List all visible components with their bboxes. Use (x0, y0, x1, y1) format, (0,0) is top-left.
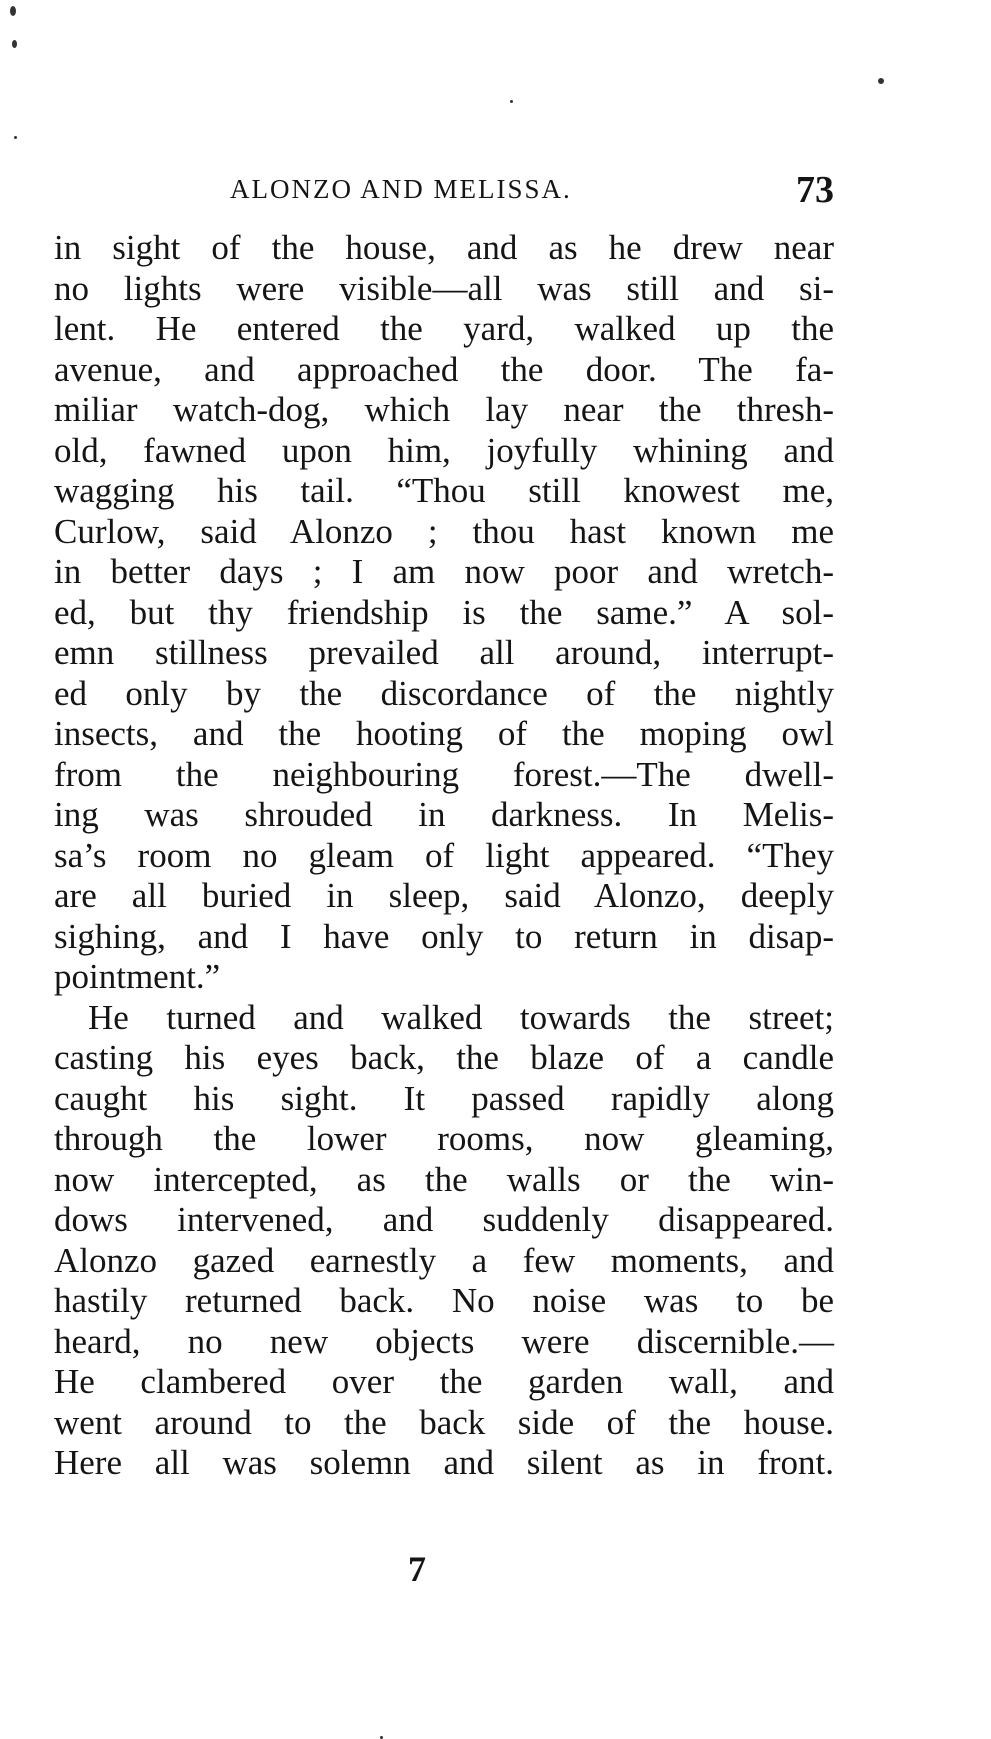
text-line: avenue, and approached the door. The fa- (54, 349, 834, 389)
text-line: pointment.” (54, 957, 221, 996)
text-line: He turned and walked towards the street; (88, 997, 834, 1037)
ink-speck (878, 78, 884, 84)
text-line: ed only by the discordance of the nightly (54, 673, 834, 713)
ink-speck (10, 6, 16, 16)
text-line: now intercepted, as the walls or the win- (54, 1159, 834, 1199)
text-line: in sight of the house, and as he drew near (54, 228, 834, 267)
text-line: He clambered over the garden wall, and (54, 1362, 834, 1401)
running-title: ALONZO AND MELISSA. (230, 174, 572, 204)
text-line: miliar watch-dog, which lay near the thresh- (54, 390, 834, 429)
body-text (54, 228, 834, 1484)
text-line: insects, and the hooting of the moping owl (54, 714, 834, 753)
text-line: old, fawned upon him, joyfully whining and (54, 430, 834, 470)
text-line: ing was shrouded in darkness. In Melis- (54, 795, 834, 834)
text-line: from the neighbouring forest.—The dwell- (54, 754, 834, 794)
text-line: hastily returned back. No noise was to be (54, 1281, 834, 1320)
text-line: no lights were visible—all was still and si- (54, 268, 834, 308)
text-line: dows intervened, and suddenly disappeared. (54, 1200, 834, 1239)
text-line: sa’s room no gleam of light appeared. “They (54, 835, 834, 875)
signature-mark: 7 (408, 1549, 426, 1589)
text-line: lent. He entered the yard, walked up the (54, 309, 834, 348)
text-line: went around to the back side of the house. (54, 1402, 834, 1442)
text-line: casting his eyes back, the blaze of a candle (54, 1038, 834, 1077)
page-header (54, 168, 834, 211)
text-line: emn stillness prevailed all around, interrupt- (54, 633, 834, 672)
text-line: in better days ; I am now poor and wretch- (54, 552, 834, 591)
ink-speck (12, 40, 17, 48)
text-line: heard, no new objects were discernible.— (54, 1321, 834, 1361)
text-line: Curlow, said Alonzo ; thou hast known me (54, 511, 834, 551)
ink-speck (510, 100, 513, 103)
text-line: are all buried in sleep, said Alonzo, deeply (54, 876, 834, 915)
text-line: ed, but thy friendship is the same.” A sol- (54, 592, 834, 632)
text-line: wagging his tail. “Thou still knowest me, (54, 471, 834, 510)
text-line: caught his sight. It passed rapidly along (54, 1078, 834, 1118)
text-line: Here all was solemn and silent as in front. (54, 1443, 834, 1482)
page-number: 73 (796, 169, 834, 211)
text-line: through the lower rooms, now gleaming, (54, 1119, 834, 1158)
ink-speck (14, 136, 17, 139)
text-line: Alonzo gazed earnestly a few moments, and (54, 1240, 834, 1280)
text-line: sighing, and I have only to return in disap- (54, 916, 834, 956)
